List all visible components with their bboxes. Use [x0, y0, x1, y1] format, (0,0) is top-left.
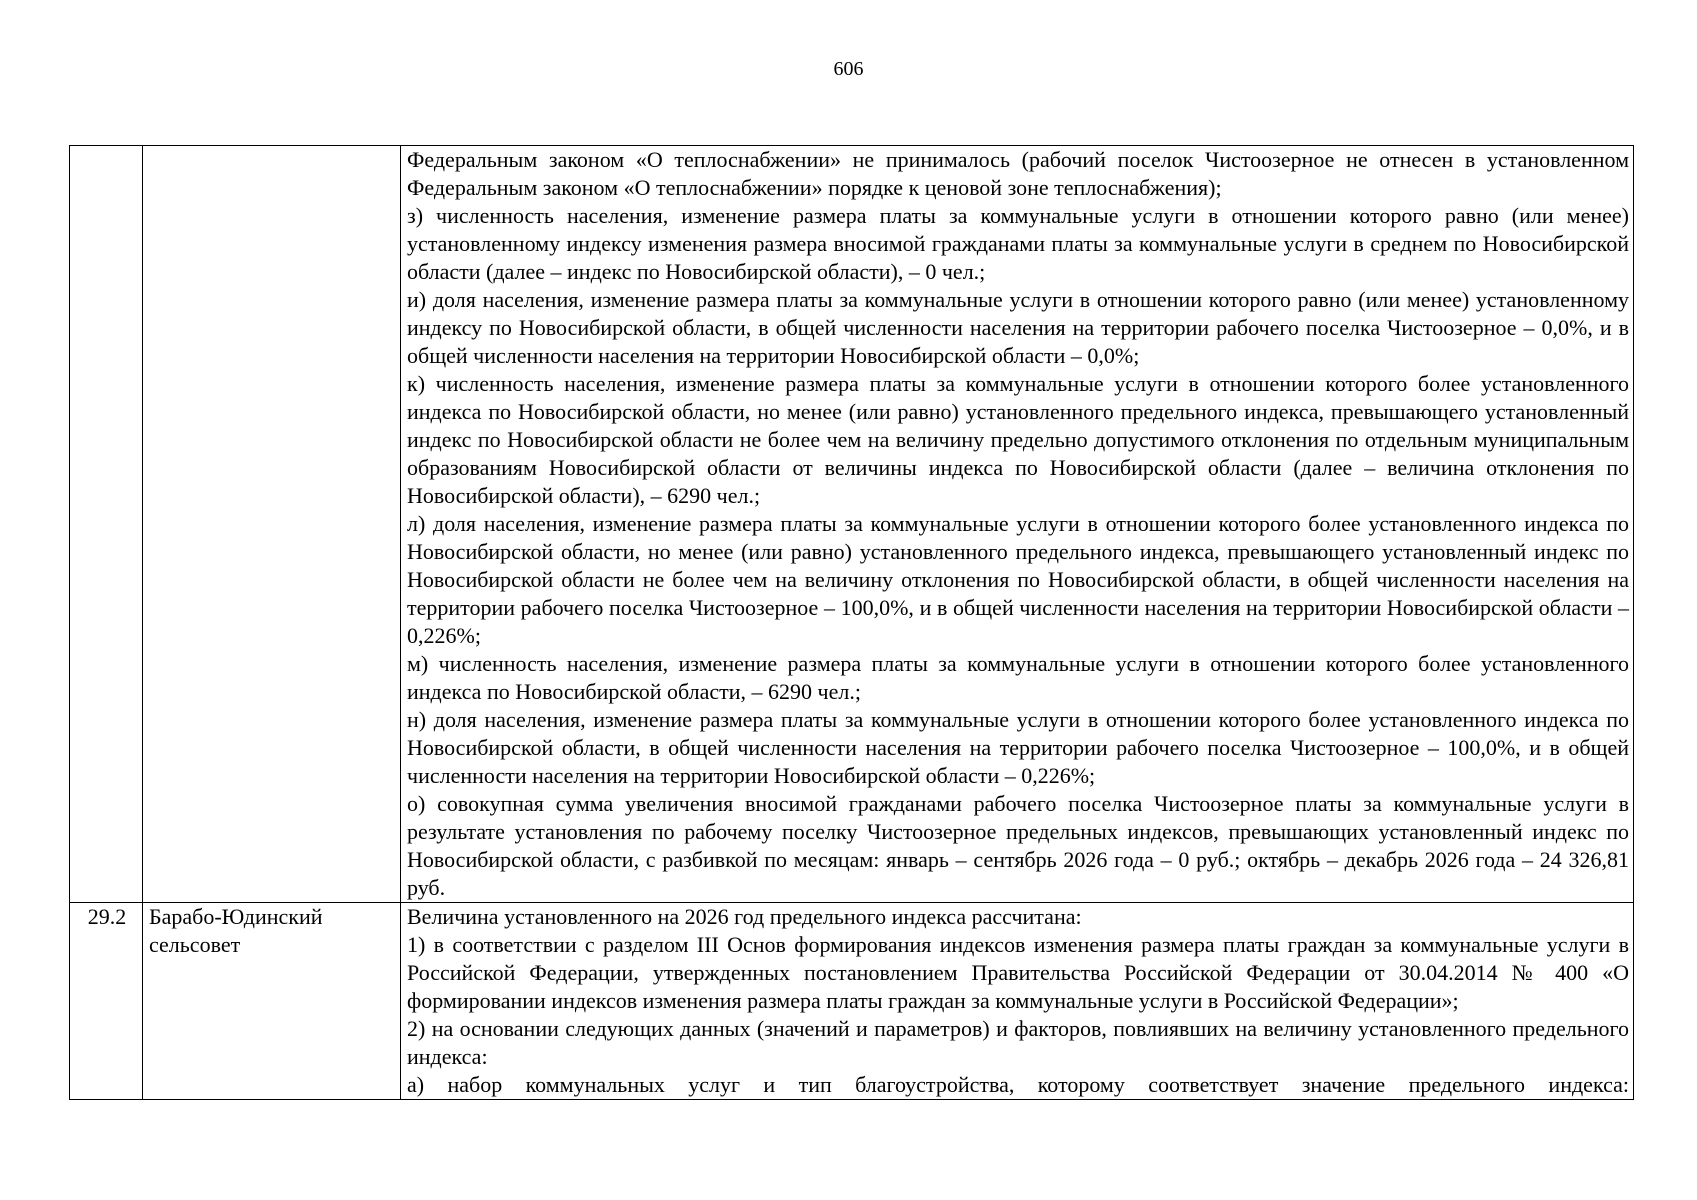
row-number-cell: [70, 146, 143, 903]
document-table: [69, 145, 1634, 1100]
description-paragraph: о) совокупная сумма увеличения вносимой гражданами рабочего поселка Чистоозерное платы за коммунальные услуги в результате установления по рабочему поселку Чистоозерное предельных индексов, превышающих установленный индекс по Новосибирской области, с разбивкой по месяцам: январь – сентябрь 2026 года – 0 руб.; октябрь – декабрь 2026 года – 24 326,81 руб.: [407, 791, 1629, 900]
description-paragraph: и) доля населения, изменение размера платы за коммунальные услуги в отношении которого равно (или менее) установленному индексу по Новосибирской области, в общей численности населения на территории рабочего поселка Чистоозерное – 0,0%, и в общей численности населения на территории Новосибирской области – 0,0%;: [407, 287, 1629, 368]
municipality-name-cell: [143, 903, 401, 1100]
description-paragraph: Федеральным законом «О теплоснабжении» не принималось (рабочий поселок Чистоозерное не отнесен в установленном Федеральным законом «О теплоснабжении» порядке к ценовой зоне теплоснабжения);: [407, 147, 1629, 200]
description-paragraph: л) доля населения, изменение размера платы за коммунальные услуги в отношении которого более установленного индекса по Новосибирской области, но менее (или равно) установленного предельного индекса, превышающего установленный индекс по Новосибирской области не более чем на величину отклонения по Новосибирской области, в общей численности населения на территории рабочего поселка Чистоозерное – 100,0%, и в общей численности населения на территории Новосибирской области – 0,226%;: [407, 511, 1629, 648]
description-paragraph: а) набор коммунальных услуг и тип благоустройства, которому соответствует значение предельного индекса:: [407, 1072, 1629, 1097]
description-cell: [401, 146, 1634, 903]
municipality-name-line: сельсовет: [149, 932, 241, 957]
description-paragraph: н) доля населения, изменение размера платы за коммунальные услуги в отношении которого более установленного индекса по Новосибирской области, в общей численности населения на территории рабочего поселка Чистоозерное – 100,0%, и в общей численности населения на территории Новосибирской области – 0,226%;: [407, 707, 1629, 788]
municipality-name-cell: [143, 146, 401, 903]
table-row: [70, 146, 1634, 903]
row-number-cell: 29.2: [70, 903, 143, 1100]
description-paragraph: 2) на основании следующих данных (значений и параметров) и факторов, повлиявших на величину установленного предельного индекса:: [407, 1016, 1629, 1069]
description-cell: [401, 903, 1634, 1100]
table-row: [70, 903, 1634, 1100]
description-paragraph: 1) в соответствии с разделом III Основ формирования индексов изменения размера платы граждан за коммунальные услуги в Российской Федерации, утвержденных постановлением Правительства Российской Федерации от 30.04.2014 № 400 «О формировании индексов изменения размера платы граждан за коммунальные услуги в Российской Федерации»;: [407, 932, 1629, 1013]
municipality-name-line: Барабо-Юдинский: [149, 904, 323, 929]
description-paragraph: Величина установленного на 2026 год предельного индекса рассчитана:: [407, 904, 1082, 929]
page-number: 606: [833, 58, 864, 80]
description-paragraph: з) численность населения, изменение размера платы за коммунальные услуги в отношении которого равно (или менее) установленному индексу изменения размера вносимой гражданами платы за коммунальные услуги в среднем по Новосибирской области (далее – индекс по Новосибирской области), – 0 чел.;: [407, 203, 1629, 284]
description-paragraph: м) численность населения, изменение размера платы за коммунальные услуги в отношении которого более установленного индекса по Новосибирской области, – 6290 чел.;: [407, 651, 1629, 704]
description-paragraph: к) численность населения, изменение размера платы за коммунальные услуги в отношении которого более установленного индекса по Новосибирской области, но менее (или равно) установленного предельного индекса, превышающего установленный индекс по Новосибирской области не более чем на величину предельно допустимого отклонения по отдельным муниципальным образованиям Новосибирской области от величины индекса по Новосибирской области (далее – величина отклонения по Новосибирской области), – 6290 чел.;: [407, 371, 1629, 508]
